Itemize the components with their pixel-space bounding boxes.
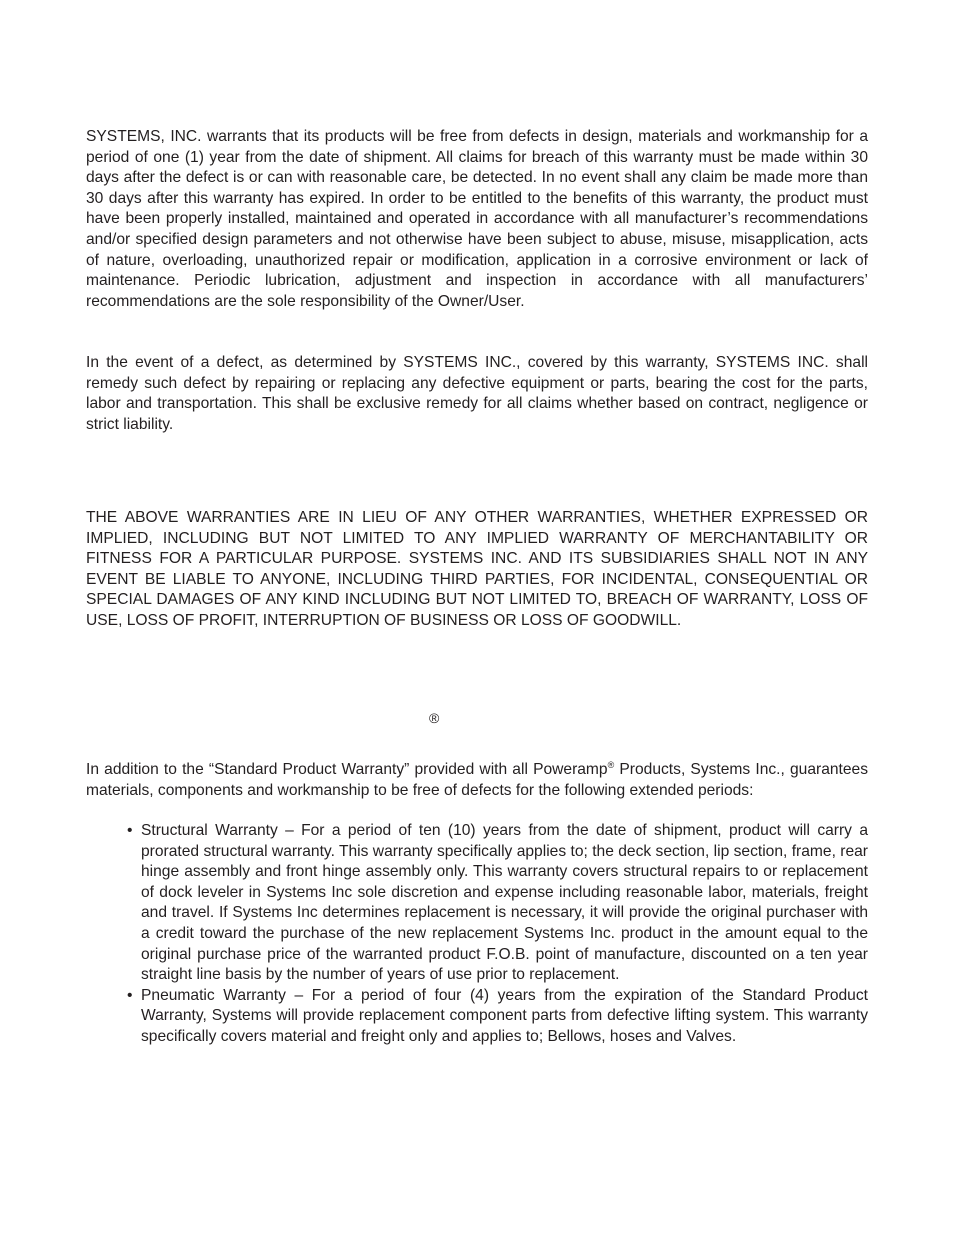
standard-warranty-paragraph: SYSTEMS, INC. warrants that its products will be free from defects in design, materials and workmanship for a period of one (1) year from the date of shipment. All claims for breach of this warranty must be made within 30 days after the defect is or can with reasonable care, be detected. In no event shall any claim be made more than 30 days after this warranty has expired. In order to be entitled to the benefits of this warranty, the product must have been properly installed, maintained and operated in accordance with all manufacturer’s recommendations and/or specified design parameters and not otherwise have been subject to abuse, misuse, misapplication, acts of nature, overloading, unauthorized repair or modification, application in a corrosive environment or lack of maintenance. Periodic lubrication, adjustment and inspection in accordance with all manufacturers’ recommendations are the sole responsibility of the Owner/User. [86, 128, 868, 310]
bullet-icon: • [127, 822, 133, 839]
list-item [127, 986, 868, 1048]
disclaimer-paragraph: THE ABOVE WARRANTIES ARE IN LIEU OF ANY OTHER WARRANTIES, WHETHER EXPRESSED OR IMPLIED, INCLUDING BUT NOT LIMITED TO ANY IMPLIED WARRANTY OF MERCHANTABILITY OR FITNESS FOR A PARTICULAR PURPOSE. SYSTEMS INC. AND ITS SUBSIDIARIES SHALL NOT IN ANY EVENT BE LIABLE TO ANYONE, INCLUDING THIRD PARTIES, FOR INCIDENTAL, CONSEQUENTIAL OR SPECIAL DAMAGES OF ANY KIND INCLUDING BUT NOT LIMITED TO, BREACH OF WARRANTY, LOSS OF USE, LOSS OF PROFIT, INTERRUPTION OF BUSINESS OR LOSS OF GOODWILL. [86, 509, 868, 629]
intro-text-before: In addition to the “Standard Product Warranty” provided with all Poweramp [86, 761, 608, 778]
structural-warranty-text: Structural Warranty – For a period of ten (10) years from the date of shipment, product will carry a prorated structural warranty. This warranty specifically applies to; the deck section, lip section, frame, rear hinge assembly and front hinge assembly only. This warranty covers structural repairs to or replacement of dock leveler in Systems Inc sole discretion and expense including reasonable labor, materials, freight and travel. If Systems Inc determines replacement is necessary, it will provide the original purchaser with a credit toward the purchase of the new replacement Systems Inc. product in the amount equal to the original purchase price of the warranted product F.O.B. point of manufacture, discounted on a ten year straight line basis by the number of years of use prior to replacement. [141, 822, 868, 984]
defect-remedy-paragraph: In the event of a defect, as determined by SYSTEMS INC., covered by this warranty, SYSTEMS INC. shall remedy such defect by repairing or replacing any defective equipment or parts, bearing the cost for the parts, labor and transportation. This shall be exclusive remedy for all claims whether based on contract, negligence or strict liability. [86, 354, 868, 433]
extended-warranty-list [127, 821, 868, 1048]
registered-superscript: ® [607, 760, 615, 770]
extended-warranty-intro [86, 760, 868, 801]
list-item [127, 821, 868, 986]
intro-text-after: Products, Systems Inc., guarantees materials, components and workmanship to be free of defects for the following extended periods: [86, 761, 869, 799]
pneumatic-warranty-text: Pneumatic Warranty – For a period of four (4) years from the expiration of the Standard Product Warranty, Systems will provide replacement component parts from defective lifting system. This warranty specifically covers material and freight only and applies to; Bellows, hoses and Valves. [141, 986, 868, 1045]
registered-mark: ® [429, 710, 440, 726]
bullet-icon: • [127, 986, 133, 1004]
